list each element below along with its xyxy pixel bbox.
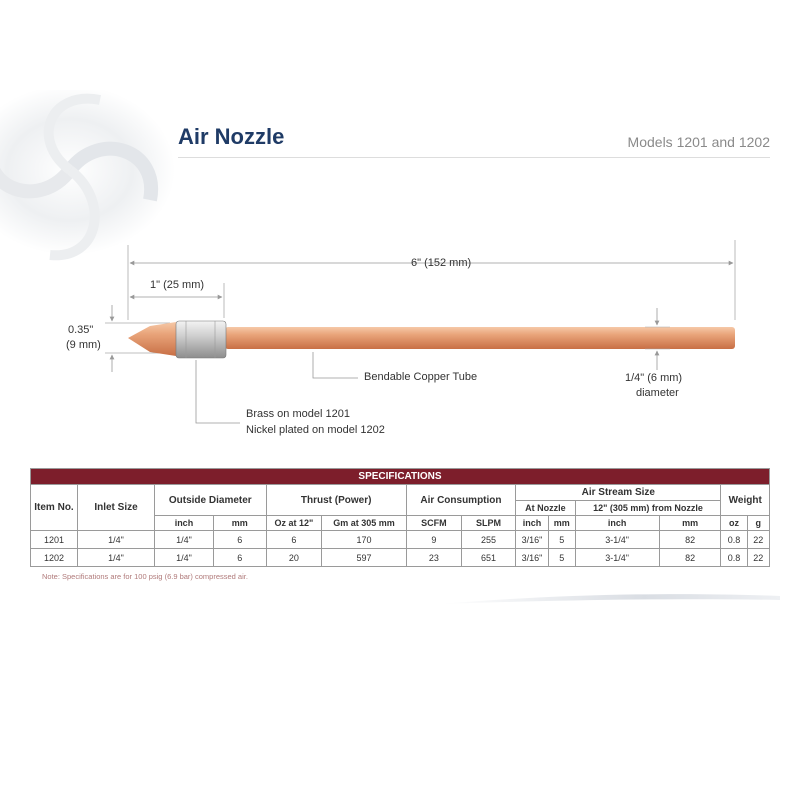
table-cell: 5: [548, 549, 575, 567]
table-cell: 1/4": [155, 549, 214, 567]
unit-air-scfm: SCFM: [406, 516, 461, 531]
table-cell: 5: [548, 531, 575, 549]
table-cell: 651: [461, 549, 515, 567]
table-cell: 0.8: [721, 531, 747, 549]
tube-diameter-label-2: diameter: [636, 387, 679, 399]
table-cell: 1/4": [78, 531, 155, 549]
unit-thrust-gm: Gm at 305 mm: [322, 516, 407, 531]
page-title: Air Nozzle: [178, 124, 285, 149]
table-cell: 170: [322, 531, 407, 549]
table-cell: 82: [659, 531, 721, 549]
unit-nozzle-mm: mm: [548, 516, 575, 531]
specifications-section: [30, 468, 770, 567]
table-cell: 0.8: [721, 549, 747, 567]
specifications-table: [30, 468, 770, 567]
table-row: [31, 549, 770, 567]
copper-tube: [225, 327, 735, 349]
table-cell: 6: [266, 531, 322, 549]
table-row: [31, 531, 770, 549]
page-subtitle: Models 1201 and 1202: [627, 134, 770, 150]
unit-od-mm: mm: [213, 516, 266, 531]
unit-12in-mm: mm: [659, 516, 721, 531]
unit-air-slpm: SLPM: [461, 516, 515, 531]
col-inlet: Inlet Size: [78, 485, 155, 531]
table-cell: 22: [747, 531, 770, 549]
col-stream: Air Stream Size: [516, 485, 721, 501]
tube-label: Bendable Copper Tube: [364, 371, 478, 383]
table-cell: 1202: [31, 549, 78, 567]
table-cell: 1/4": [78, 549, 155, 567]
col-at-12: 12" (305 mm) from Nozzle: [575, 501, 721, 516]
tube-diameter-label-1: 1/4" (6 mm): [625, 372, 683, 384]
specifications-note: Note: Specifications are for 100 psig (6.9 bar) compressed air.: [42, 572, 248, 581]
unit-weight-oz: oz: [721, 516, 747, 531]
col-at-nozzle: At Nozzle: [516, 501, 575, 516]
table-cell: 3-1/4": [575, 531, 659, 549]
tip-diameter-label-2: (9 mm): [66, 339, 101, 351]
col-od: Outside Diameter: [155, 485, 267, 516]
table-cell: 3-1/4": [575, 549, 659, 567]
unit-nozzle-inch: inch: [516, 516, 549, 531]
fitting-material-line-2: Nickel plated on model 1202: [246, 424, 385, 436]
table-cell: 3/16": [516, 549, 549, 567]
table-cell: 23: [406, 549, 461, 567]
fitting-length-label: 1" (25 mm): [150, 279, 205, 291]
col-thrust: Thrust (Power): [266, 485, 406, 516]
table-cell: 20: [266, 549, 322, 567]
table-cell: 3/16": [516, 531, 549, 549]
specifications-banner: SPECIFICATIONS: [31, 469, 770, 485]
footer-swoosh: [440, 590, 780, 610]
unit-12in-inch: inch: [575, 516, 659, 531]
col-weight: Weight: [721, 485, 770, 516]
table-cell: 9: [406, 531, 461, 549]
col-item: Item No.: [31, 485, 78, 531]
table-cell: 6: [213, 531, 266, 549]
table-cell: 255: [461, 531, 515, 549]
fitting-material-line-1: Brass on model 1201: [246, 408, 350, 420]
table-cell: 22: [747, 549, 770, 567]
col-air: Air Consumption: [406, 485, 515, 516]
nozzle-fitting: [176, 321, 226, 358]
overall-length-label: 6" (152 mm): [411, 257, 472, 269]
unit-weight-g: g: [747, 516, 770, 531]
table-cell: 6: [213, 549, 266, 567]
tip-diameter-label-1: 0.35": [68, 324, 94, 336]
unit-od-inch: inch: [155, 516, 214, 531]
table-cell: 1/4": [155, 531, 214, 549]
table-cell: 1201: [31, 531, 78, 549]
table-cell: 82: [659, 549, 721, 567]
table-cell: 597: [322, 549, 407, 567]
unit-thrust-oz: Oz at 12": [266, 516, 322, 531]
